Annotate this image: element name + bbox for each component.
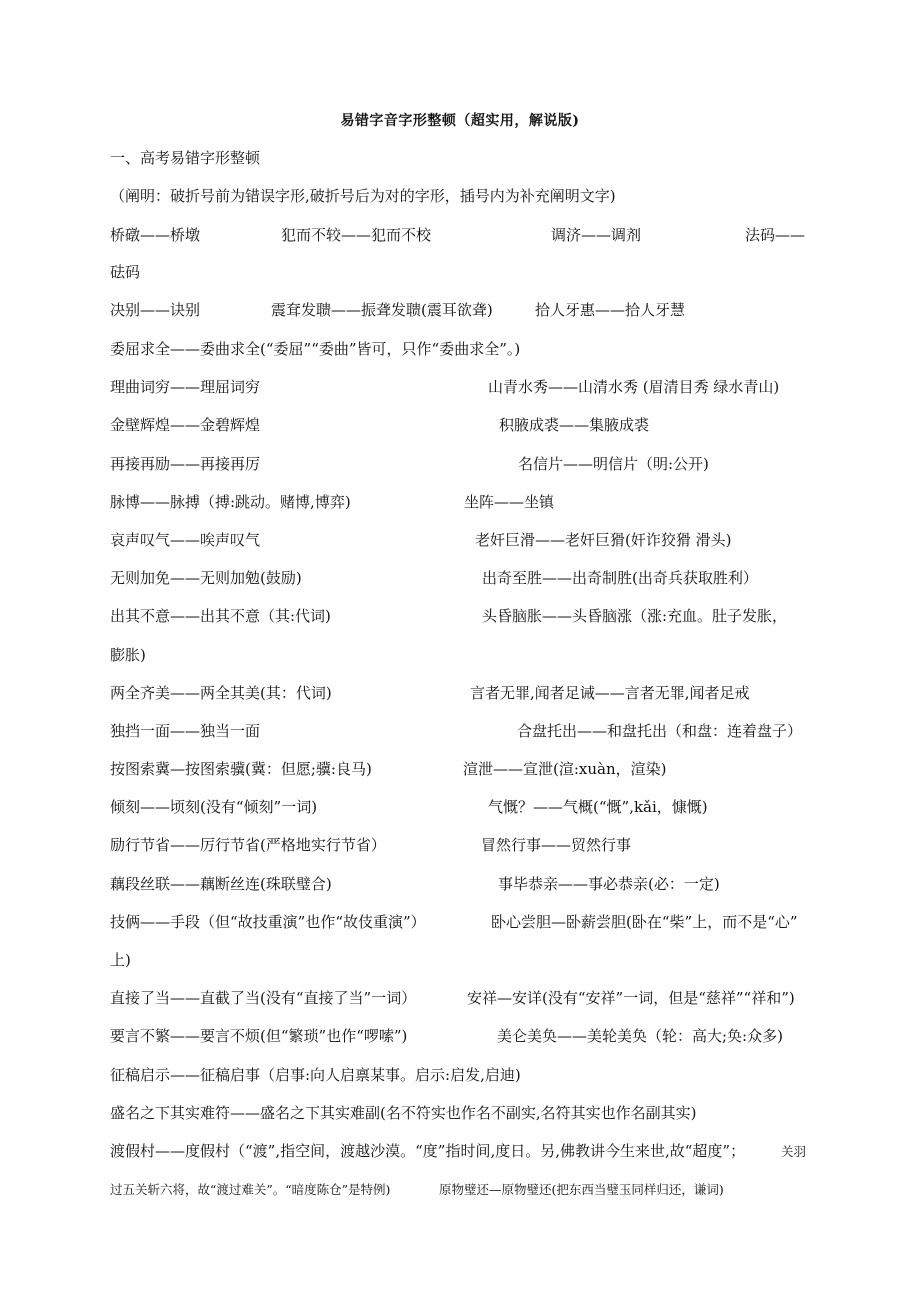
entry-shirenyahui: 拾人牙惠——拾人牙慧 xyxy=(535,301,686,319)
entry-lixingjiejian: 励行节省——厉行节省(严格地实行节省） xyxy=(110,836,386,854)
entry-jiyechengqiu: 积腋成裘——集腋成裘 xyxy=(499,416,650,434)
entry-jinbihuihuang: 金壁辉煌——金碧辉煌 xyxy=(110,416,261,434)
entry-qiaodun: 桥礅——桥墩 xyxy=(110,226,201,244)
entry-fama: 法码—— xyxy=(745,226,806,244)
entry-zhijieliaodang: 直接了当——直截了当(没有“直接了当”一词） xyxy=(110,989,417,1007)
entry-yuanwubihuan: 原物璧还—原物璧还(把东西当璧玉同样归还，谦词) xyxy=(439,1182,724,1197)
entry-tiaoji: 调济——调剂 xyxy=(551,226,642,244)
entry-shanqingshuixiu: 山青水秀——山清水秀 (眉清目秀 绿水青山) xyxy=(488,378,780,396)
entry-maibo: 脉博——脉搏（搏:跳动。赌博,博弈) xyxy=(110,493,351,511)
entry-wuzejiamian: 无则加免——无则加勉(鼓励) xyxy=(110,569,302,587)
entry-antusuoji: 按图索冀—按图索骥(冀：但愿;骥:良马) xyxy=(110,760,372,778)
entry-tounnaozhang-cont: 膨胀) xyxy=(110,646,146,664)
entry-aishengtanqi: 哀声叹气——唉声叹气 xyxy=(110,531,261,549)
entry-shengmingzhixia: 盛名之下其实难符——盛名之下其实难副(名不符实也作名不副实,名符其实也作名副其实) xyxy=(110,1104,697,1122)
entry-ouduansilian: 藕段丝联——藕断丝连(珠联璧合) xyxy=(110,875,332,893)
entry-woxinchangdan: 卧心尝胆—卧薪尝胆(卧在“柴”上，而不是“心” xyxy=(491,913,798,931)
entry-jiliang: 技俩——手段（但“故技重演”也作“故伎重演”） xyxy=(110,913,426,931)
entry-xuanxie: 渲泄——宣泄(渲:xuàn，渲染) xyxy=(463,760,667,778)
entry-mingxinpian: 名信片——明信片（明:公开) xyxy=(518,455,709,473)
entry-dujiacun: 渡假村——度假村（“渡”,指空间，渡越沙漠。“度”指时间,度日。另,佛教讲今生来世,故“超度”； xyxy=(110,1142,746,1160)
entry-qigai: 气慨？——气概(“慨”,kǎi，慷慨) xyxy=(488,798,708,816)
entry-qingke: 倾刻——顷刻(没有“倾刻”一词) xyxy=(110,798,318,816)
explanation-note: （阐明：破折号前为错误字形,破折号后为对的字形，插号内为补充阐明文字) xyxy=(110,187,616,205)
entry-weiququanquan: 委屈求全——委曲求全(“委屈”“委曲”皆可，只作“委曲求全”。) xyxy=(110,340,521,358)
entry-dudangyimian: 独挡一面——独当一面 xyxy=(110,722,261,740)
entry-laojianjuhua: 老奸巨滑——老奸巨猾(奸诈狡猾 滑头) xyxy=(475,531,732,549)
entry-yaoyanbufan: 要言不繁——要言不烦(但“繁琐”也作“啰嗦”) xyxy=(110,1027,408,1045)
entry-dujiacun-note: 关羽 xyxy=(781,1144,807,1159)
entry-liquciqiong: 理曲词穷——理屈词穷 xyxy=(110,378,261,396)
entry-zhenggaoqishi: 征稿启示——征稿启事（启事:向人启禀某事。启示:启发,启迪) xyxy=(110,1066,521,1084)
entry-fama-cont: 砝码 xyxy=(110,263,141,281)
section-heading: 一、高考易错字形整顿 xyxy=(110,149,261,167)
entry-fanerbujiao: 犯而不较——犯而不校 xyxy=(281,226,432,244)
entry-woxinchangdan-cont: 上) xyxy=(110,951,131,969)
document-title: 易错字音字形整顿（超实用，解说版) xyxy=(340,113,580,129)
entry-zaijiezaili: 再接再励——再接再厉 xyxy=(110,455,261,473)
entry-zuozhen: 坐阵——坐镇 xyxy=(464,493,555,511)
entry-yanzhewuzui: 言者无罪,闻者足诫——言者无罪,闻者足戒 xyxy=(470,684,750,702)
entry-shibigongqin: 事毕恭亲——事必恭亲(必：一定) xyxy=(498,875,720,893)
entry-chuqizhisheng: 出奇至胜——出奇制胜(出奇兵获取胜利） xyxy=(482,569,758,587)
entry-hepantuochu: 合盘托出——和盘托出（和盘：连着盘子） xyxy=(517,722,803,740)
entry-liangquanqimei: 两全齐美——两全其美(其：代词) xyxy=(110,684,332,702)
entry-tounnaozhang: 头昏脑胀——头昏脑涨（涨:充血。肚子发胀， xyxy=(482,607,788,625)
entry-anxiang: 安祥—安详(没有“安祥”一词，但是“慈祥”“祥和”) xyxy=(467,989,795,1007)
entry-zhenlongfakui: 震耷发聩——振聋发聩(震耳欲聋) xyxy=(271,301,493,319)
entry-juebie: 决别——诀别 xyxy=(110,301,201,319)
entry-maoranxingshi: 冒然行事——贸然行事 xyxy=(481,836,632,854)
entry-chuqibuyi: 出其不意——出其不意（其:代词) xyxy=(110,607,331,625)
entry-meilunmeihuan: 美仑美奂——美轮美奂（轮：高大;奂:众多) xyxy=(497,1027,783,1045)
entry-dujiacun-cont: 过五关斩六将，故“渡过难关”。“暗度陈仓”是特例) xyxy=(110,1182,391,1197)
